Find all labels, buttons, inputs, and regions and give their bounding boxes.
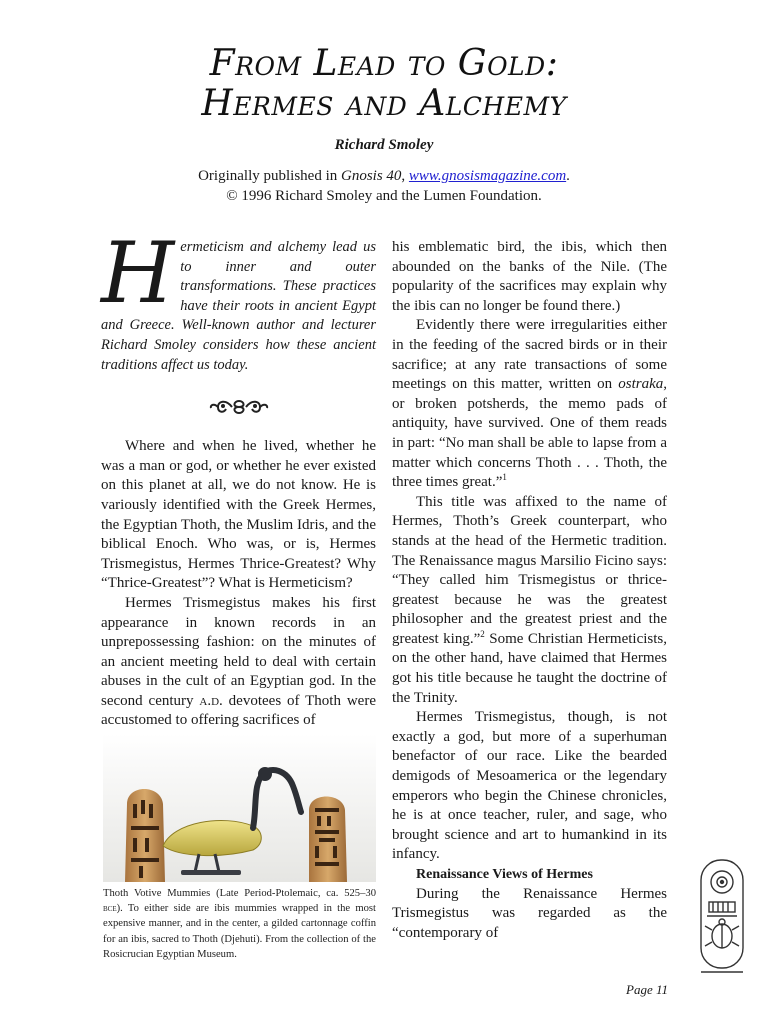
drop-cap: H xyxy=(101,224,175,322)
body-paragraph xyxy=(392,316,667,492)
footnote-ref-2[interactable]: 2 xyxy=(480,628,485,639)
article-title xyxy=(0,44,768,124)
era-abbrev: bce xyxy=(103,903,117,915)
right-column xyxy=(392,238,667,943)
body-paragraph xyxy=(101,594,376,731)
italic-term: ostraka xyxy=(618,376,664,393)
title-line-2: Hermes and Alchemy xyxy=(201,83,567,124)
magazine-link[interactable]: www.gnosismagazine.com xyxy=(408,168,567,184)
body-paragraph: Hermes Trismegistus, though, is not exactly a god, but more of a superhuman benefactor of our race. Like the bearded demigods of Mesoamerica or the legendary emperors who begin the Chinese chronicles, he is at once teacher, ruler, and sage, who brought science and art to humankind in its infancy. xyxy=(392,709,667,863)
body-paragraph: During the Renaissance Hermes Trismegistus was regarded as the “contemporary of xyxy=(392,885,667,941)
left-column xyxy=(101,224,376,731)
copyright-line: © 1996 Richard Smoley and the Lumen Foundation. xyxy=(226,188,542,204)
text-run: devotees of Thoth were accustomed to offering sacrifices of xyxy=(101,692,376,729)
intro-paragraph xyxy=(101,224,376,375)
text-run: Evidently there were irregularities either in the feeding of the sacred birds or in their sacrifice; at any rate transactions of some meetings on this matter, written on xyxy=(392,317,667,393)
body-paragraph xyxy=(392,493,667,709)
text-run: This title was affixed to the name of Hermes, Thoth’s Greek counterpart, who stands at the head of the Hermetic tradition. The Renaissance magus Marsilio Ficino says: “They called him Trismegistus or thrice-greatest because he was the greatest philosopher and the greatest priest and the greatest king.” xyxy=(392,493,667,647)
cartouche-icon xyxy=(697,856,747,976)
text-run: Some Christian Hermeticists, on the other hand, have claimed that Hermes got his title because he taught the doctrine of the Trinity. xyxy=(392,630,667,706)
pub-end: . xyxy=(566,168,570,184)
body-paragraph: Where and when he lived, whether he was a man or god, or whether he ever existed on this planet at all, we do not know. He is variously identified with the Greek Hermes, the Egyptian Thoth, the Muslim Idris, and the biblical Enoch. Who was, or is, Hermes Trismegistus, Hermes Thrice-Greatest? Why “Thrice-Greatest”? What is Hermeticism? xyxy=(101,438,376,592)
body-paragraph: his emblematic bird, the ibis, which then abounded on the banks of the Nile. (The popularity of the sacrifices may explain why the ibis can no longer be found there.) xyxy=(392,239,667,314)
title-line-1: From Lead to Gold: xyxy=(209,43,559,84)
intro-text: ermeticism and alchemy lead us to inner and outer transformations. These practices have their roots in ancient Egypt and Greece. Well-known author and lecturer Richard Smoley considers how these ancient traditions affect us today. xyxy=(101,239,376,373)
footnote-ref-1[interactable]: 1 xyxy=(502,472,507,483)
figure-caption xyxy=(103,886,376,962)
pub-sep: , xyxy=(401,168,409,184)
text-run: Hermes Trismegistus makes his first appearance in known records in an unprepossessing fashion: on the minutes of an ancient meeting held to deal with certain abuses in the cult of an Egyptian god. In the second century xyxy=(101,594,376,709)
caption-text: Thoth Votive Mummies (Late Period-Ptolemaic, ca. 525–30 xyxy=(103,888,376,899)
caption-text: ). To either side are ibis mummies wrapped in the most expensive manner, and in the center, a gilded cartonnage coffin for an ibis, sacred to Thoth (Djehuti). From the collection of the Rosicrucian Egyptian Museum. xyxy=(103,903,376,960)
author-name: Richard Smoley xyxy=(334,137,434,153)
publication-line xyxy=(0,166,768,186)
era-abbrev: a.d. xyxy=(199,692,223,709)
ibis-mummies-photo xyxy=(103,734,376,882)
figure-thoth-mummies xyxy=(103,734,376,962)
journal-name: Gnosis 40 xyxy=(340,168,402,184)
fleuron-ornament-icon xyxy=(101,397,376,417)
section-heading: Renaissance Views of Hermes xyxy=(416,867,593,882)
pub-prefix: Originally published in xyxy=(198,168,341,184)
publication-info xyxy=(0,166,768,206)
text-run: , or broken potsherds, the memo pads of antiquity, have survived. One of them reads in part: “No man shall be able to lapse from a matter which concerns Thoth . . . Thoth, the three times great.” xyxy=(392,376,667,491)
page-number: Page 11 xyxy=(626,982,668,997)
